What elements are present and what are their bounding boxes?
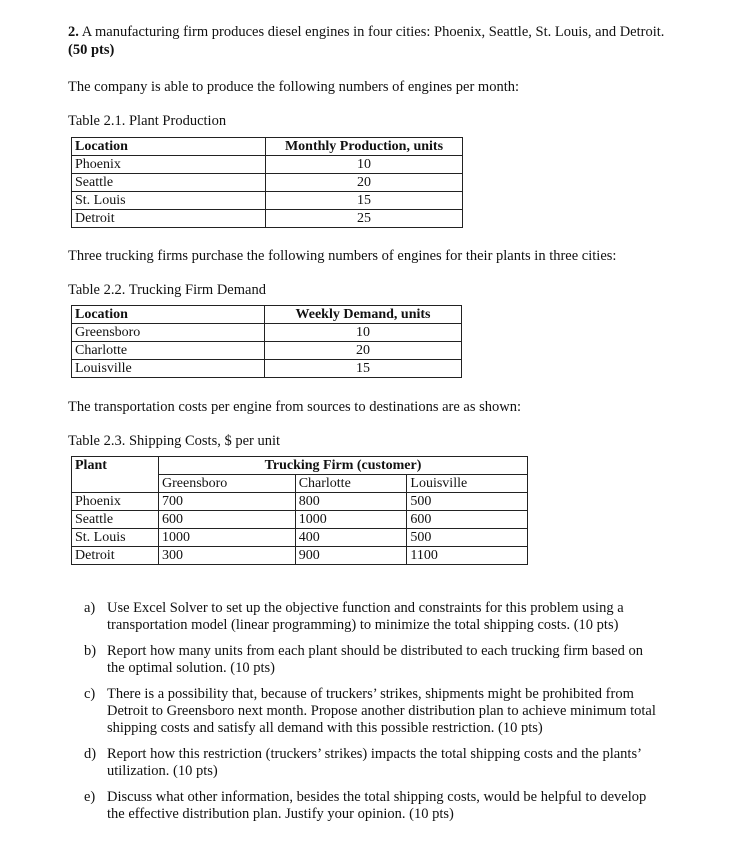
task-item — [84, 643, 664, 677]
task-item — [84, 686, 664, 737]
table-cell: 600 — [159, 511, 296, 529]
intro-demand: Three trucking firms purchase the following numbers of engines for their plants in three cities: — [68, 248, 617, 264]
task-text: Discuss what other information, besides the total shipping costs, would be helpful to develop the effective distribution plan. Justify your opinion. (10 pts) — [107, 789, 647, 822]
task-label: e) — [84, 789, 96, 805]
task-item — [84, 600, 664, 634]
table-row — [72, 547, 528, 565]
task-list — [84, 600, 664, 832]
table-cell: 700 — [159, 493, 296, 511]
table-cell: 1000 — [295, 511, 407, 529]
table-cell: 20 — [265, 342, 462, 360]
task-label: a) — [84, 600, 96, 616]
intro-production: The company is able to produce the following numbers of engines per month: — [68, 79, 520, 95]
shipping-costs-table — [71, 456, 528, 565]
column-header: Greensboro — [159, 475, 296, 493]
table-cell: St. Louis — [72, 192, 266, 210]
table-row — [72, 342, 462, 360]
table-cell: 1100 — [407, 547, 528, 565]
table-cell: Greensboro — [72, 324, 265, 342]
table-cell: 25 — [266, 210, 463, 228]
column-header: Location — [72, 306, 265, 324]
table-cell: 15 — [265, 360, 462, 378]
table-cell: 800 — [295, 493, 407, 511]
table2-caption: Table 2.2. Trucking Firm Demand — [68, 282, 266, 298]
task-item — [84, 789, 664, 823]
intro-costs: The transportation costs per engine from sources to destinations are as shown: — [68, 399, 522, 415]
table-cell: Detroit — [72, 210, 266, 228]
column-header: Weekly Demand, units — [265, 306, 462, 324]
table-cell: 900 — [295, 547, 407, 565]
table-cell: 600 — [407, 511, 528, 529]
table-row — [72, 511, 528, 529]
column-header: Monthly Production, units — [266, 138, 463, 156]
table-row — [72, 174, 463, 192]
table-row — [72, 192, 463, 210]
table-row — [72, 360, 462, 378]
table-cell: 15 — [266, 192, 463, 210]
task-item — [84, 746, 664, 780]
table-row — [72, 529, 528, 547]
column-header: Louisville — [407, 475, 528, 493]
task-text: Report how this restriction (truckers’ strikes) impacts the total shipping costs and the plants’ utilization. (10 pts) — [107, 746, 641, 779]
table-cell: Louisville — [72, 360, 265, 378]
table-cell: 1000 — [159, 529, 296, 547]
task-text: There is a possibility that, because of truckers’ strikes, shipments might be prohibited from Detroit to Greensboro next month. Propose another distribution plan to achieve minimum total shipping costs and satisfy all demand with this possible restriction. (10 pts) — [107, 686, 656, 736]
table-row — [72, 324, 462, 342]
column-header: Charlotte — [295, 475, 407, 493]
task-text: Use Excel Solver to set up the objective function and constraints for this problem using a transportation model (linear programming) to minimize the total shipping costs. (10 pts) — [107, 600, 624, 633]
table-cell: 400 — [295, 529, 407, 547]
task-label: c) — [84, 686, 96, 702]
header-row — [72, 138, 463, 156]
plant-production-table — [71, 137, 463, 228]
column-header: Location — [72, 138, 266, 156]
table-row — [72, 156, 463, 174]
table-cell: Detroit — [72, 547, 159, 565]
table-cell: Seattle — [72, 174, 266, 192]
table-cell: Phoenix — [72, 156, 266, 174]
table-cell: 500 — [407, 529, 528, 547]
trucking-demand-table — [71, 305, 462, 378]
table-cell: Seattle — [72, 511, 159, 529]
task-label: b) — [84, 643, 97, 659]
table-cell: St. Louis — [72, 529, 159, 547]
question-text: 2. A manufacturing firm produces diesel engines in four cities: Phoenix, Seattle, St. Louis, and Detroit. (50 pts) — [68, 24, 665, 58]
trucking-firm-header: Trucking Firm (customer) — [159, 457, 528, 475]
header-row — [72, 306, 462, 324]
table-cell: 300 — [159, 547, 296, 565]
table-row — [72, 210, 463, 228]
table-cell: Phoenix — [72, 493, 159, 511]
plant-header: Plant — [72, 457, 159, 493]
table-row — [72, 493, 528, 511]
table-cell: 10 — [265, 324, 462, 342]
table-cell: Charlotte — [72, 342, 265, 360]
task-text: Report how many units from each plant should be distributed to each trucking firm based on the optimal solution. (10 pts) — [107, 643, 643, 676]
table-cell: 500 — [407, 493, 528, 511]
table3-caption: Table 2.3. Shipping Costs, $ per unit — [68, 433, 281, 449]
table1-caption: Table 2.1. Plant Production — [68, 113, 227, 129]
table-cell: 10 — [266, 156, 463, 174]
task-label: d) — [84, 746, 97, 762]
table-cell: 20 — [266, 174, 463, 192]
